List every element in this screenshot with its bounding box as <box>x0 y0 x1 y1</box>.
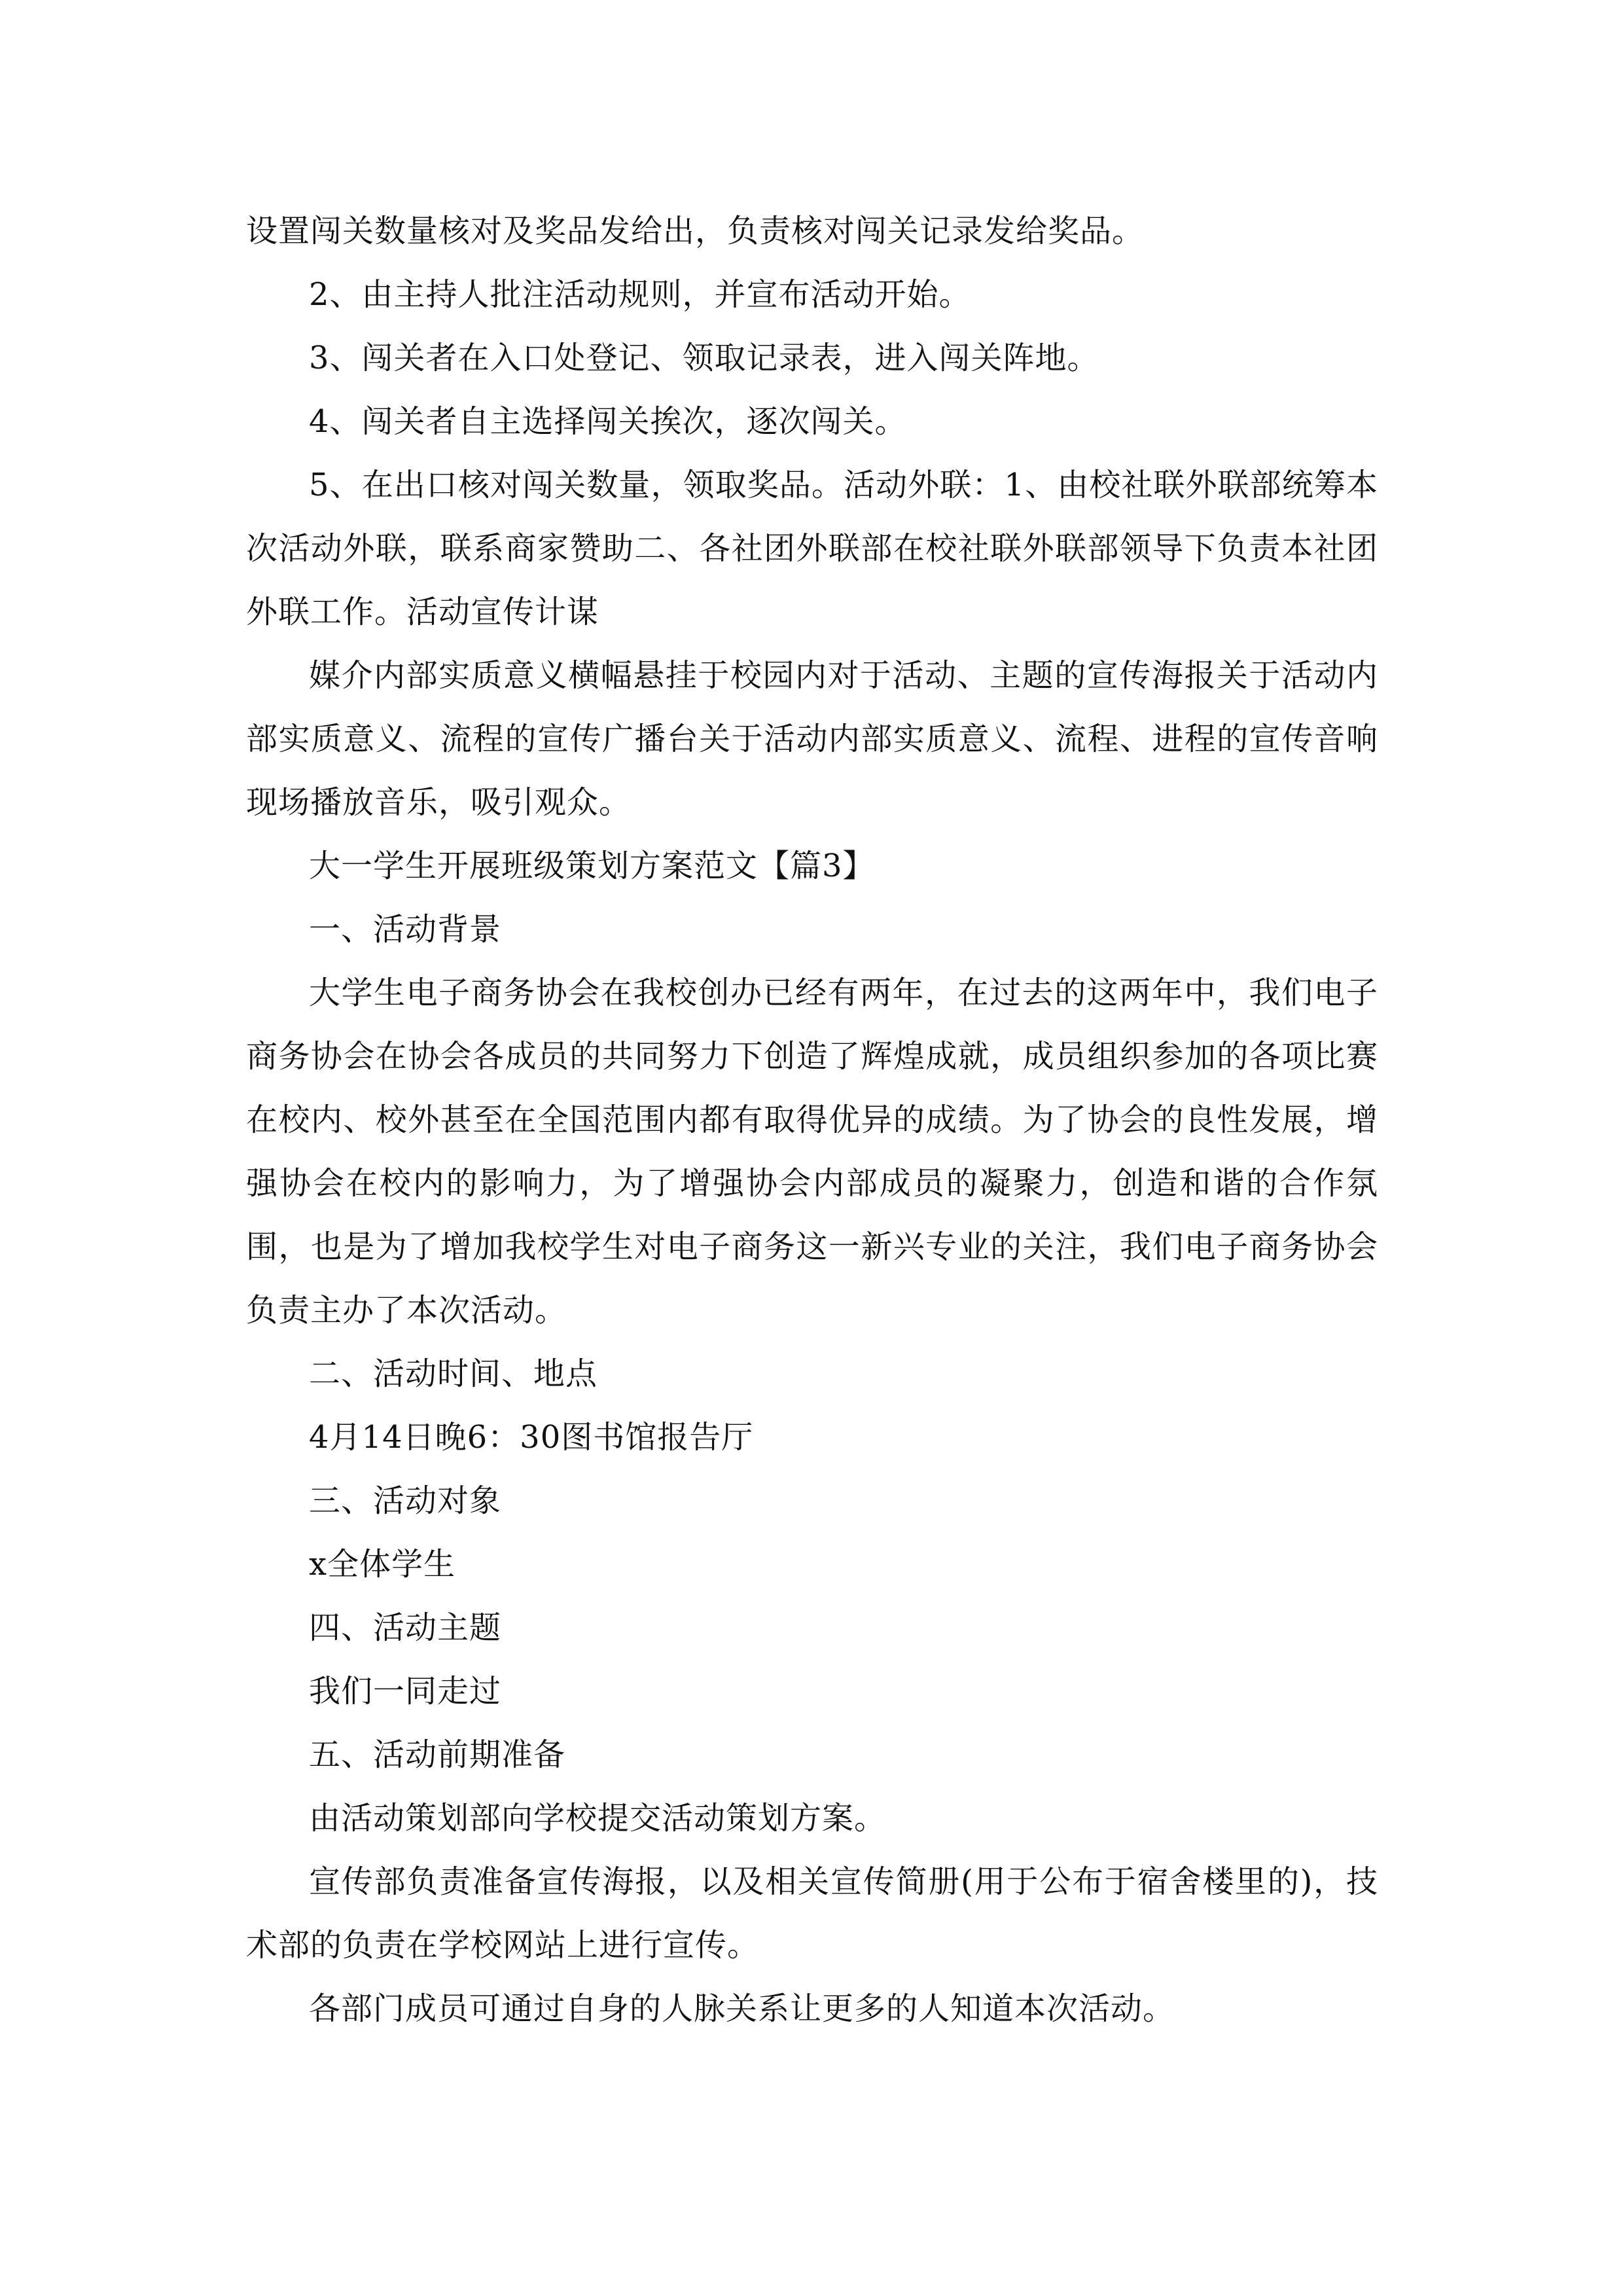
heading-preparation: 五、活动前期准备 <box>309 1736 566 1773</box>
paragraph-1: 设置闯关数量核对及奖品发给出，负责核对闯关记录发给奖品。 <box>246 213 1145 249</box>
paragraph-3: 3、闯关者在入口处登记、领取记录表，进入闯关阵地。 <box>309 340 1099 376</box>
paragraph-6: 媒介内部实质意义横幅悬挂于校园内对于活动、主题的宣传海报关于活动内部实质意义、流程的宣传广播台关于活动内部实质意义、流程、进程的宣传音响现场播放音乐，吸引观众。 <box>246 657 1378 821</box>
paragraph-5: 5、在出口核对闯关数量，领取奖品。活动外联：1、由校社联外联部统筹本次活动外联，联系商家赞助二、各社团外联部在校社联外联部领导下负责本社团外联工作。活动宣传计谋 <box>246 467 1378 630</box>
paragraph-time-place: 4月14日晚6：30图书馆报告厅 <box>309 1419 754 1456</box>
paragraph-4: 4、闯关者自主选择闯关挨次，逐次闯关。 <box>309 403 907 440</box>
paragraph-prep-3: 各部门成员可通过自身的人脉关系让更多的人知道本次活动。 <box>309 1990 1175 2027</box>
heading-activity-background: 一、活动背景 <box>309 911 502 948</box>
paragraph-theme: 我们一同走过 <box>309 1673 502 1710</box>
heading-activity-theme: 四、活动主题 <box>309 1609 502 1646</box>
paragraph-background: 大学生电子商务协会在我校创办已经有两年，在过去的这两年中，我们电子商务协会在协会各成员的共同努力下创造了辉煌成就，成员组织参加的各项比赛在校内、校外甚至在全国范围内都有取得优异的成绩。为了协会的良性发展，增强协会在校内的影响力，为了增强协会内部成员的凝聚力，创造和谐的合作氛围，也是为了增加我校学生对电子商务这一新兴专业的关注，我们电子商务协会负责主办了本次活动。 <box>246 975 1378 1329</box>
heading-time-place: 二、活动时间、地点 <box>309 1355 598 1392</box>
paragraph-prep-2: 宣传部负责准备宣传海报，以及相关宣传简册(用于公布于宿舍楼里的)，技术部的负责在学校网站上进行宣传。 <box>246 1863 1378 1964</box>
section-heading-article-3: 大一学生开展班级策划方案范文【篇3】 <box>309 848 875 884</box>
paragraph-2: 2、由主持人批注活动规则，并宣布活动开始。 <box>309 276 971 313</box>
paragraph-prep-1: 由活动策划部向学校提交活动策划方案。 <box>309 1800 887 1837</box>
heading-activity-target: 三、活动对象 <box>309 1482 502 1519</box>
paragraph-target: x全体学生 <box>309 1546 456 1583</box>
document-body <box>246 200 1378 2041</box>
